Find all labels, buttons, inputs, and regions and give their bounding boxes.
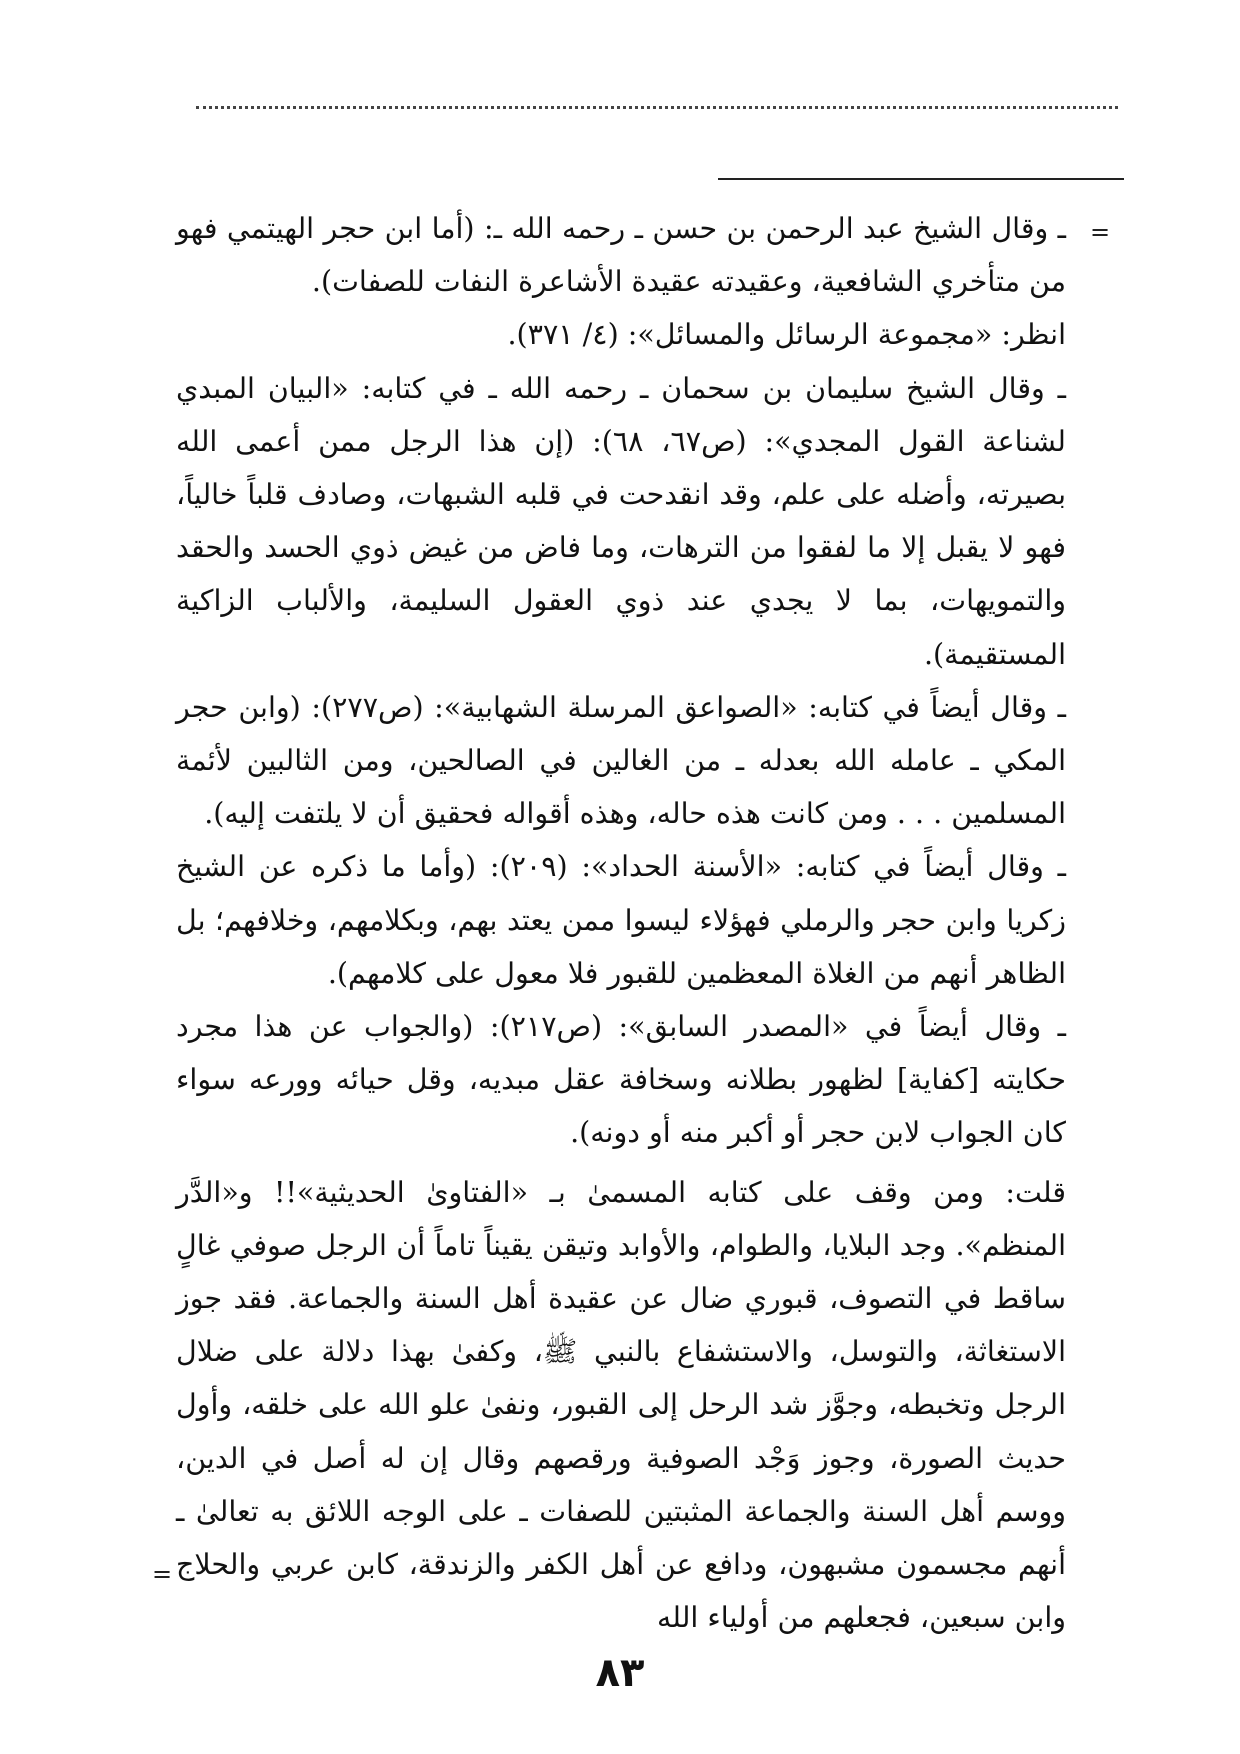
author-comment-paragraph: قلت: ومن وقف على كتابه المسمىٰ بـ «الفتاوىٰ الحديثية»!! و«الدَّر المنظم». وجد البلايا، والطوام، والأوابد وتيقن يقيناً تاماً أن الرجل صوفي غالٍ ساقط في التصوف، قبوري ضال عن عقيدة أهل السنة والجماعة. فقد جوز الاستغاثة، والتوسل، والاستشفاع بالنبي ﷺ، وكفىٰ بهذا دلالة على ضلال الرجل وتخبطه، وجوَّز شد الرحل إلى القبور، ونفىٰ علو الله على خلقه، وأول حديث الصورة، وجوز وَجْد الصوفية ورقصهم وقال إن له أصل في الدين، ووسم أهل السنة والجماعة المثبتين للصفات ـ على الوجه اللائق به تعالىٰ ـ أنهم مجسمون مشبهون، ودافع عن أهل الكفر والزندقة، كابن عربي والحلاج وابن سبعين، فجعلهم من أولياء الله [176, 1175, 1066, 1635]
footnote-paragraph: ـ وقال أيضاً في كتابه: «الأسنة الحداد»: (٢٠٩): (وأما ما ذكره عن الشيخ زكريا وابن حجر والرملي فهؤلاء ليسوا ممن يعتد بهم، وبكلامهم، وخلافهم؛ بل الظاهر أنهم من الغلاة المعظمين للقبور فلا معول على كلامهم). [176, 850, 1066, 990]
footnote-separator-rule [718, 178, 1124, 180]
footnote-paragraph: ـ وقال الشيخ سليمان بن سحمان ـ رحمه الله ـ في كتابه: «البيان المبدي لشناعة القول المجدي»: (ص٦٧، ٦٨): (إن هذا الرجل ممن أعمى الله بصيرته، وأضله على علم، وقد انقدحت في قلبه الشبهات، وصادف قلباً خالياً، فهو لا يقبل إلا ما لفقوا من الترهات، وما فاض من غيض ذوي الحسد والحقد والتمويهات، بما لا يجدي عند ذوي العقول السليمة، والألباب الزاكية المستقيمة). [176, 371, 1066, 671]
continuation-mark-bottom: = [152, 1560, 173, 1588]
footnote-paragraph: انظر: «مجموعة الرسائل والمسائل»: (٤/ ٣٧١). [507, 318, 1066, 352]
footnote-paragraph: ـ وقال الشيخ عبد الرحمن بن حسن ـ رحمه الله ـ: (أما ابن حجر الهيتمي فهو من متأخري الشافعية، وعقيدته عقيدة الأشاعرة النفات للصفات). [176, 212, 1066, 299]
footnote-paragraph: ـ وقال أيضاً في كتابه: «الصواعق المرسلة الشهابية»: (ص٢٧٧): (وابن حجر المكي ـ عامله الله بعدله ـ من الغالين في الصالحين، ومن الثالبين لأئمة المسلمين . . . ومن كانت هذه حاله، وهذه أقواله فحقيق أن لا يلتفت إليه). [176, 690, 1066, 831]
footnote-paragraph: ـ وقال أيضاً في «المصدر السابق»: (ص٢١٧): (والجواب عن هذا مجرد حكايته [كفاية] لظهور بطلانه وسخافة عقل مبديه، وقل حيائه وورعه سواء كان الجواب لابن حجر أو أكبر منه أو دونه). [176, 1010, 1066, 1150]
continuation-mark-top: = [1090, 218, 1111, 246]
page-number: ٨٣ [595, 1650, 645, 1696]
header-dotted-rule [196, 106, 1118, 109]
footnote-text-block [176, 202, 1066, 1644]
